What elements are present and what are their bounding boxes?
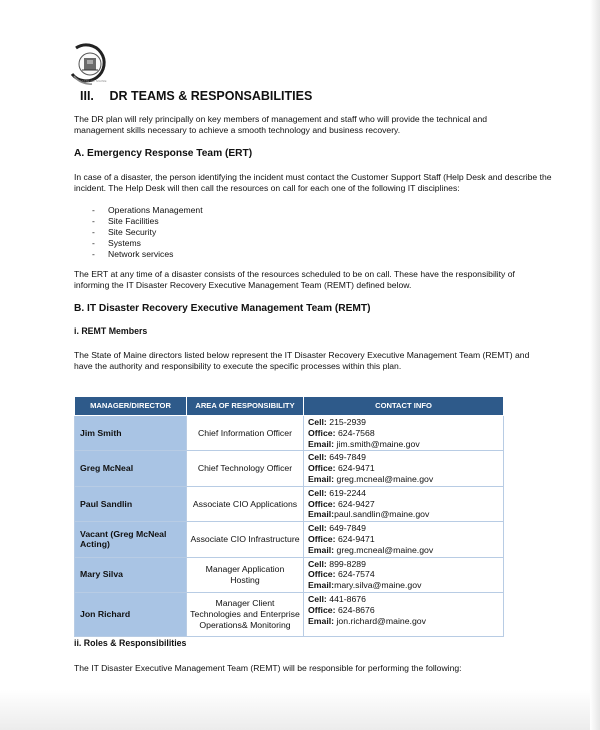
office-number: 624-9471 (337, 533, 375, 544)
email-address: jim.smith@maine.gov (336, 438, 420, 449)
office-number: 624-9427 (337, 498, 375, 509)
closing-paragraph: The IT Disaster Executive Management Team (REMT) will be responsible for performing the following: (74, 663, 462, 673)
office-number: 624-9471 (337, 463, 375, 474)
area-of-responsibility: Manager Application Hosting (187, 557, 304, 592)
email-address: mary.silva@maine.gov (334, 580, 422, 591)
list-item: - Network services (92, 249, 174, 259)
page-edge-shadow (590, 0, 600, 730)
remt-paragraph: The State of Maine directors listed below represent the IT Disaster Recovery Executive Management Team (REMT) and have the authority and responsibility to execute the specific processes within this plan. (74, 350, 530, 371)
table-row (75, 592, 504, 636)
cell-number: 441-8676 (329, 593, 366, 604)
cell-number: 649-7849 (329, 523, 366, 534)
table-row (75, 486, 504, 521)
seal-caption: STATE OF MAINE (79, 79, 107, 83)
ert-paragraph-2: The ERT at any time of a disaster consists of the resources scheduled to be on call. These have the responsibility of informing the IT Disaster Recovery Executive Management Team (REMT) defined below. (74, 269, 515, 290)
table-row (75, 451, 504, 486)
area-of-responsibility: Manager Client Technologies and Enterprise Operations& Monitoring (187, 592, 304, 636)
it-disciplines-list (92, 205, 203, 260)
office-number: 624-7568 (337, 427, 375, 438)
roles-subheading: ii. Roles & Responsibilities (74, 638, 187, 648)
section-title: DR TEAMS & RESPONSABILITIES (109, 89, 313, 103)
list-item: - Operations Management (92, 205, 203, 215)
contact-info: Cell: 441-8676 Office: 624-8676 Email: jon.richard@maine.gov (304, 592, 504, 636)
cell-number: 215-2939 (329, 417, 366, 427)
cell-number: 619-2244 (329, 487, 366, 498)
email-address: greg.mcneal@maine.gov (336, 473, 434, 484)
office-number: 624-7574 (337, 569, 375, 580)
list-item: - Systems (92, 238, 141, 248)
contact-info: Cell: 649-7849 Office: 624-9471 Email: greg.mcneal@maine.gov (304, 522, 504, 557)
email-address: paul.sandlin@maine.gov (334, 509, 430, 520)
area-of-responsibility: Chief Information Officer (187, 416, 304, 451)
contact-info: Cell: 649-7849 Office: 624-9471 Email: greg.mcneal@maine.gov (304, 451, 504, 486)
remt-heading: B. IT Disaster Recovery Executive Management Team (REMT) (74, 303, 371, 314)
table-row (75, 557, 504, 592)
manager-name: Mary Silva (75, 557, 187, 592)
contact-info: Cell: 899-8289 Office: 624-7574 Email:mary.silva@maine.gov (304, 557, 504, 592)
manager-name: Jim Smith (75, 416, 187, 451)
section-heading (80, 89, 312, 103)
list-item: - Site Security (92, 227, 157, 237)
column-header-area: AREA OF RESPONSIBILITY (187, 397, 304, 416)
column-header-contact: CONTACT INFO (304, 397, 504, 416)
manager-name: Greg McNeal (75, 451, 187, 486)
ert-heading: A. Emergency Response Team (ERT) (74, 148, 253, 159)
intro-paragraph: The DR plan will rely principally on key members of management and staff who will provide the technical and management skills necessary to achieve a smooth technology and business recovery. (74, 114, 488, 135)
section-number: III. (80, 89, 94, 103)
office-number: 624-8676 (337, 604, 375, 615)
manager-name: Vacant (Greg McNeal Acting) (75, 522, 187, 557)
contact-info: Cell: 215-2939 Office: 624-7568 Email: jim.smith@maine.gov (304, 416, 504, 451)
area-of-responsibility: Chief Technology Officer (187, 451, 304, 486)
list-item: - Site Facilities (92, 216, 159, 226)
remt-members-subheading: i. REMT Members (74, 326, 148, 336)
email-address: jon.richard@maine.gov (336, 615, 426, 626)
table-row (75, 416, 504, 451)
page-bottom-fade (0, 690, 600, 730)
manager-name: Paul Sandlin (75, 486, 187, 521)
area-of-responsibility: Associate CIO Infrastructure (187, 522, 304, 557)
ert-paragraph-1: In case of a disaster, the person identifying the incident must contact the Customer Support Staff (Help Desk and describe the incident. The Help Desk will then call the resources on call for each one of the following IT disciplines: (74, 172, 552, 193)
remt-members-table (74, 396, 504, 637)
cell-number: 649-7849 (329, 452, 366, 463)
table-header-row (75, 397, 504, 416)
area-of-responsibility: Associate CIO Applications (187, 486, 304, 521)
contact-info: Cell: 619-2244 Office: 624-9427 Email:paul.sandlin@maine.gov (304, 486, 504, 521)
cell-number: 899-8289 (329, 558, 366, 569)
table-row (75, 522, 504, 557)
email-address: greg.mcneal@maine.gov (336, 544, 434, 555)
manager-name: Jon Richard (75, 592, 187, 636)
column-header-manager: MANAGER/DIRECTOR (75, 397, 187, 416)
